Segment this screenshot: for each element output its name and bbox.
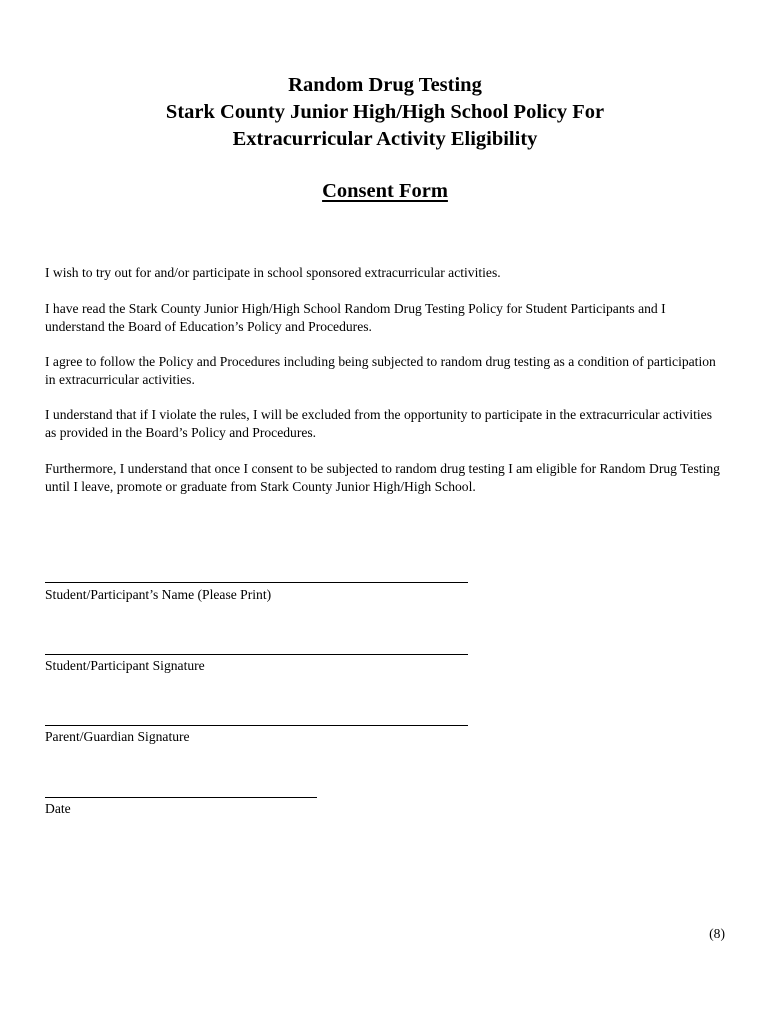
student-signature-label: Student/Participant Signature bbox=[45, 658, 205, 673]
student-name-line[interactable] bbox=[45, 582, 468, 583]
student-name-label: Student/Participant’s Name (Please Print) bbox=[45, 587, 272, 602]
paragraph-eligibility: Furthermore, I understand that once I consent to be subjected to random drug testing I am eligible for Random Drug Testing until I leave, promote or graduate from Stark County Junior High/High School. bbox=[45, 461, 720, 494]
document-title bbox=[0, 72, 770, 153]
date-line[interactable] bbox=[45, 797, 317, 798]
date-label: Date bbox=[45, 801, 71, 816]
title-line-2: Stark County Junior High/High School Policy For bbox=[165, 101, 605, 123]
paragraph-agree: I agree to follow the Policy and Procedures including being subjected to random drug testing as a condition of participation in extracurricular activities. bbox=[45, 354, 716, 387]
title-line-1: Random Drug Testing bbox=[288, 74, 482, 96]
paragraph-tryout: I wish to try out for and/or participate in school sponsored extracurricular activities. bbox=[45, 265, 501, 280]
paragraph-read-policy: I have read the Stark County Junior High/High School Random Drug Testing Policy for Student Participants and I understand the Board of Education’s Policy and Procedures. bbox=[45, 301, 666, 334]
student-signature-line[interactable] bbox=[45, 654, 468, 655]
paragraph-violation: I understand that if I violate the rules, I will be excluded from the opportunity to participate in the extracurricular activities as provided in the Board’s Policy and Procedures. bbox=[45, 407, 712, 440]
page-number: (8) bbox=[709, 926, 725, 941]
title-line-3: Extracurricular Activity Eligibility bbox=[232, 128, 538, 150]
consent-form-heading: Consent Form bbox=[322, 180, 448, 202]
parent-signature-line[interactable] bbox=[45, 725, 468, 726]
parent-signature-label: Parent/Guardian Signature bbox=[45, 729, 190, 744]
